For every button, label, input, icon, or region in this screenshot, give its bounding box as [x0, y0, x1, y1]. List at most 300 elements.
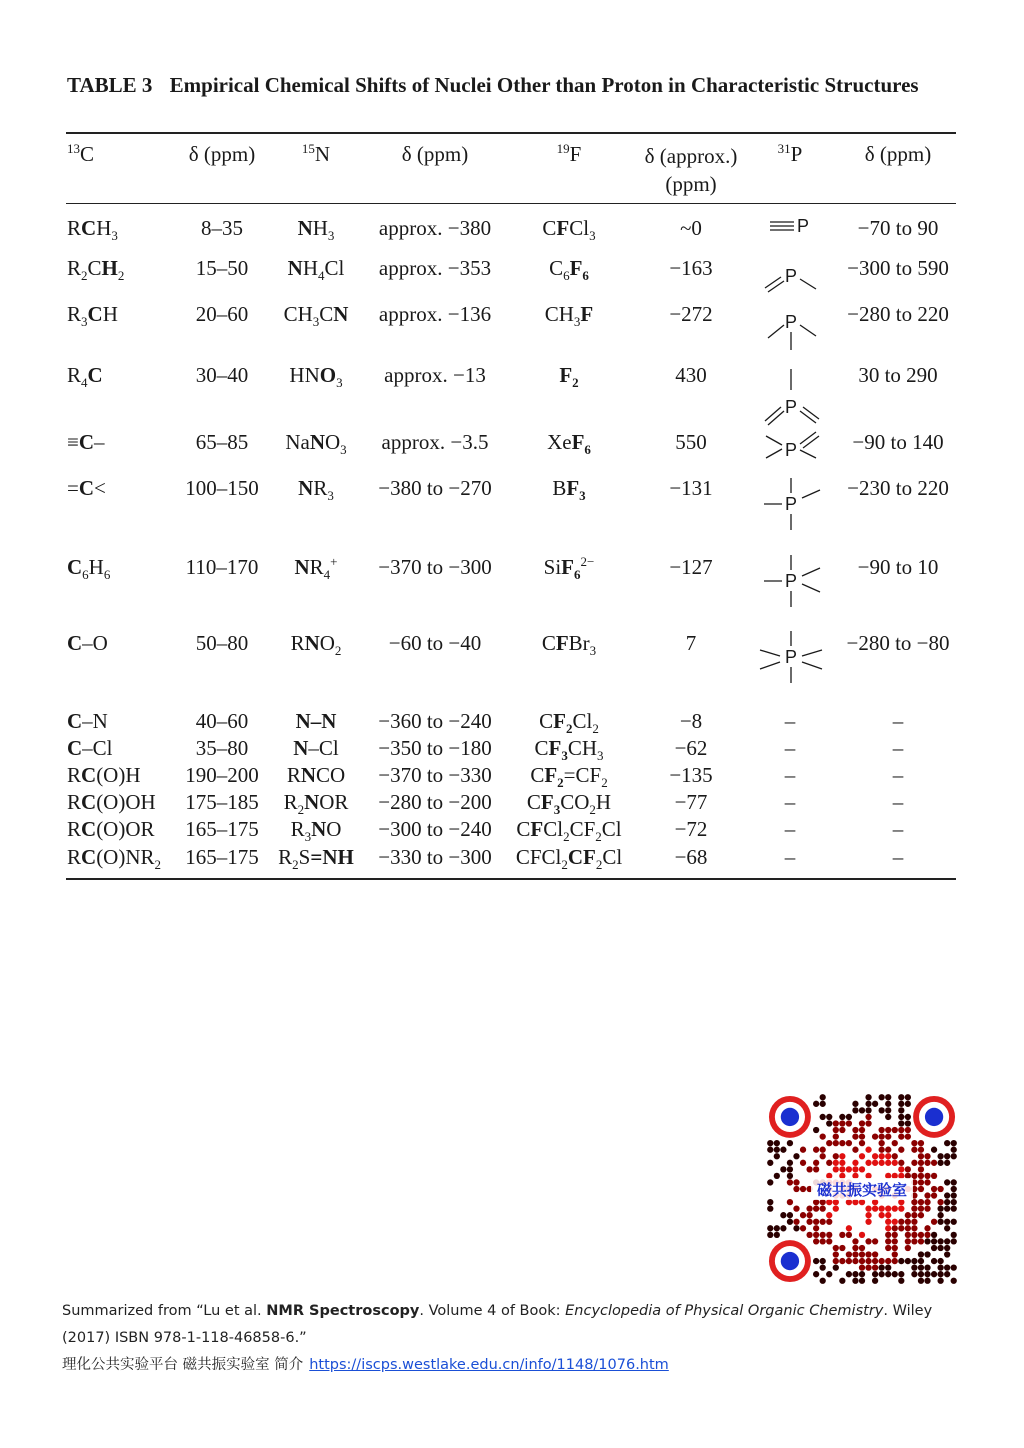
qr-module [885, 1219, 891, 1225]
qr-module [951, 1219, 957, 1225]
qr-module [918, 1212, 924, 1218]
qr-module [774, 1147, 780, 1153]
qr-module [905, 1114, 911, 1120]
qr-module [911, 1219, 917, 1225]
qr-module [852, 1251, 858, 1257]
qr-module [806, 1212, 812, 1218]
table-header-rule [66, 203, 956, 204]
nitrogen-shift: −350 to −180 [378, 736, 492, 760]
qr-module [839, 1127, 845, 1133]
qr-module [937, 1206, 943, 1212]
qr-module [905, 1127, 911, 1133]
header-f19-shift [645, 142, 738, 198]
qr-module [813, 1160, 819, 1166]
fluorine-shift: −272 [669, 302, 713, 326]
qr-module [865, 1212, 871, 1218]
qr-module [892, 1219, 898, 1225]
svg-text:P: P [785, 494, 798, 514]
qr-module [826, 1271, 832, 1277]
qr-module [865, 1147, 871, 1153]
nitrogen-compound: $NH_4Cl$ [287, 256, 345, 283]
qr-module [833, 1264, 839, 1270]
fluorine-compound: $CH_3F$ [544, 302, 594, 329]
nitrogen-compound: $R_2S=NH$ [278, 845, 354, 872]
qr-module [918, 1166, 924, 1172]
qr-module [833, 1258, 839, 1264]
qr-module [865, 1219, 871, 1225]
header-nitrogen-15: $^{15}$N [301, 141, 331, 166]
qr-module [833, 1160, 839, 1166]
qr-module [846, 1251, 852, 1257]
qr-module [911, 1232, 917, 1238]
qr-module [892, 1127, 898, 1133]
qr-module [885, 1094, 891, 1100]
qr-module [852, 1258, 858, 1264]
qr-module [918, 1238, 924, 1244]
qr-module [951, 1179, 957, 1185]
qr-module [767, 1147, 773, 1153]
carbon-shift: 65–85 [195, 430, 249, 454]
qr-module [931, 1258, 937, 1264]
qr-module [885, 1245, 891, 1251]
qr-module [872, 1271, 878, 1277]
carbon-shift: 50–80 [195, 631, 249, 655]
qr-module [859, 1140, 865, 1146]
phosphorus-shift: −280 to 220 [847, 302, 949, 326]
qr-module [852, 1101, 858, 1107]
qr-module [905, 1120, 911, 1126]
phosphorus-shift: −230 to 220 [847, 476, 949, 500]
qr-module [911, 1160, 917, 1166]
qr-module [820, 1153, 826, 1159]
qr-module [892, 1258, 898, 1264]
qr-module [924, 1173, 930, 1179]
qr-module [951, 1232, 957, 1238]
qr-module [892, 1245, 898, 1251]
qr-module [879, 1153, 885, 1159]
header-f19-shift-line: δ (approx.) [644, 144, 738, 168]
qr-module [892, 1153, 898, 1159]
qr-module [905, 1245, 911, 1251]
qr-module [924, 1232, 930, 1238]
qr-module [865, 1264, 871, 1270]
qr-module [859, 1127, 865, 1133]
qr-module [872, 1101, 878, 1107]
nitrogen-compound: $HNO_3$ [289, 363, 343, 390]
qr-module [846, 1225, 852, 1231]
qr-module [839, 1140, 845, 1146]
qr-module [859, 1258, 865, 1264]
qr-module [885, 1258, 891, 1264]
table-title: Empirical Chemical Shifts of Nuclei Other than Proton in Characteristic Structures [169, 73, 919, 97]
qr-module [918, 1271, 924, 1277]
qr-module [820, 1133, 826, 1139]
qr-module [905, 1133, 911, 1139]
qr-module [800, 1186, 806, 1192]
qr-module [944, 1206, 950, 1212]
qr-module [800, 1212, 806, 1218]
qr-module [852, 1160, 858, 1166]
qr-module [937, 1199, 943, 1205]
qr-module [846, 1120, 852, 1126]
qr-module [905, 1094, 911, 1100]
qr-module [806, 1206, 812, 1212]
qr-module [859, 1251, 865, 1257]
qr-module [859, 1245, 865, 1251]
qr-module [780, 1147, 786, 1153]
qr-module [813, 1232, 819, 1238]
header-fluorine-19: $^{19}$F [556, 141, 582, 166]
qr-module [879, 1133, 885, 1139]
qr-module [820, 1258, 826, 1264]
nitrogen-compound: N–Cl [293, 736, 339, 760]
qr-module [911, 1212, 917, 1218]
qr-module [787, 1199, 793, 1205]
fluorine-compound: $CFCl_2CF_2Cl$ [516, 817, 622, 844]
qr-module [839, 1232, 845, 1238]
carbon-shift: 30–40 [195, 363, 249, 387]
qr-module [924, 1225, 930, 1231]
qr-module [918, 1173, 924, 1179]
phosphorus-structure-empty: – [784, 817, 796, 841]
table-label: TABLE 3 [67, 73, 153, 97]
fluorine-shift: ~0 [680, 216, 702, 240]
header-phosphorus-31: $^{31}$P [777, 141, 803, 166]
carbon-shift: 20–60 [195, 302, 249, 326]
qr-module [800, 1160, 806, 1166]
qr-module [826, 1160, 832, 1166]
qr-module [865, 1238, 871, 1244]
qr-module [931, 1245, 937, 1251]
qr-module [826, 1219, 832, 1225]
qr-module [820, 1219, 826, 1225]
header-p31-shift: δ (ppm) [864, 142, 932, 166]
svg-text:P: P [785, 266, 798, 286]
qr-module [879, 1147, 885, 1153]
phosphorus-structure-empty: – [784, 790, 796, 814]
qr-module [905, 1238, 911, 1244]
qr-module [767, 1206, 773, 1212]
qr-module [852, 1271, 858, 1277]
qr-module [898, 1133, 904, 1139]
qr-module [833, 1166, 839, 1172]
qr-module [898, 1166, 904, 1172]
qr-module [951, 1153, 957, 1159]
qr-module [944, 1251, 950, 1257]
lab-intro-text: 理化公共实验平台 磁共振实验室 简介 [62, 1357, 304, 1373]
nitrogen-shift: −60 to −40 [388, 631, 482, 655]
qr-module [826, 1120, 832, 1126]
phosphorus-shift: −300 to 590 [847, 256, 949, 280]
fluorine-shift: −68 [674, 845, 708, 869]
qr-module [839, 1245, 845, 1251]
qr-module [879, 1212, 885, 1218]
qr-module [852, 1278, 858, 1284]
qr-module [780, 1166, 786, 1172]
qr-module [865, 1107, 871, 1113]
nitrogen-compound: $NR_4^+$ [294, 554, 338, 582]
qr-module [820, 1094, 826, 1100]
qr-module [951, 1140, 957, 1146]
qr-module [774, 1140, 780, 1146]
qr-module [787, 1173, 793, 1179]
qr-module [911, 1147, 917, 1153]
carbon-shift: 100–150 [185, 476, 259, 500]
qr-module [787, 1219, 793, 1225]
nitrogen-compound: RNCO [286, 763, 346, 787]
carbon-structure: C–N [67, 709, 108, 733]
qr-module [774, 1225, 780, 1231]
carbon-structure: C–O [67, 631, 108, 655]
qr-module [937, 1219, 943, 1225]
carbon-structure: RC(O)OH [67, 790, 156, 814]
qr-module [774, 1232, 780, 1238]
fluorine-compound: $CF_3CO_2H$ [526, 790, 612, 817]
qr-module [885, 1225, 891, 1231]
carbon-structure: ≡C– [67, 430, 105, 454]
nitrogen-compound: $NR_3$ [298, 476, 334, 503]
nitrogen-compound: NaNO$_3$ [285, 430, 347, 457]
qr-module [872, 1278, 878, 1284]
qr-module [820, 1232, 826, 1238]
svg-text:P: P [785, 647, 798, 667]
qr-module [826, 1212, 832, 1218]
fluorine-shift: −135 [669, 763, 713, 787]
qr-module [937, 1238, 943, 1244]
nitrogen-shift: −330 to −300 [378, 845, 492, 869]
citation-text: Summarized from “Lu et al. [62, 1303, 267, 1319]
qr-module [944, 1153, 950, 1159]
qr-module [813, 1206, 819, 1212]
qr-module [826, 1114, 832, 1120]
fluorine-compound: XeF$_6$ [547, 430, 591, 457]
qr-module [872, 1264, 878, 1270]
qr-module [885, 1147, 891, 1153]
qr-module [806, 1166, 812, 1172]
carbon-shift: 165–175 [185, 845, 259, 869]
qr-module [937, 1258, 943, 1264]
header-carbon-13: $^{13}$C [67, 141, 95, 166]
phosphorus-structure-empty: – [784, 709, 796, 733]
qr-finder-target [769, 1096, 811, 1138]
nitrogen-shift: approx. −380 [378, 216, 492, 240]
qr-module [892, 1238, 898, 1244]
qr-module [911, 1206, 917, 1212]
phosphorus-structure-empty: – [784, 845, 796, 869]
qr-module [800, 1147, 806, 1153]
qr-module [885, 1264, 891, 1270]
lab-info-link[interactable]: https://iscps.westlake.edu.cn/info/1148/1076.htm [309, 1357, 669, 1373]
qr-module [826, 1232, 832, 1238]
qr-module [820, 1278, 826, 1284]
qr-module [951, 1147, 957, 1153]
qr-module [780, 1212, 786, 1218]
qr-module [852, 1107, 858, 1113]
qr-module [865, 1206, 871, 1212]
nitrogen-compound: $RNO_2$ [290, 631, 342, 658]
phosphorus-pentavalent-p-structure [750, 547, 830, 627]
qr-module [911, 1238, 917, 1244]
qr-module [918, 1278, 924, 1284]
nitrogen-shift: −280 to −200 [378, 790, 492, 814]
qr-module [911, 1140, 917, 1146]
qr-module [885, 1107, 891, 1113]
qr-module [944, 1219, 950, 1225]
qr-module [793, 1206, 799, 1212]
nitrogen-shift: −360 to −240 [378, 709, 492, 733]
qr-module [905, 1232, 911, 1238]
qr-module [767, 1225, 773, 1231]
qr-module [872, 1258, 878, 1264]
qr-module [879, 1271, 885, 1277]
qr-module [767, 1232, 773, 1238]
qr-module [865, 1094, 871, 1100]
qr-module [898, 1219, 904, 1225]
nitrogen-shift: approx. −353 [378, 256, 492, 280]
qr-module [787, 1140, 793, 1146]
phosphorus-shift: 30 to 290 [858, 363, 938, 387]
qr-module [879, 1107, 885, 1113]
qr-module [905, 1219, 911, 1225]
qr-module [951, 1199, 957, 1205]
nitrogen-shift: approx. −13 [384, 363, 486, 387]
qr-module [879, 1094, 885, 1100]
qr-module [767, 1179, 773, 1185]
qr-module [918, 1140, 924, 1146]
nitrogen-shift: approx. −3.5 [381, 430, 489, 454]
carbon-structure: =C< [67, 476, 106, 500]
qr-module [944, 1199, 950, 1205]
qr-module [898, 1120, 904, 1126]
qr-module [924, 1251, 930, 1257]
qr-module [918, 1199, 924, 1205]
qr-module [944, 1271, 950, 1277]
qr-module [944, 1192, 950, 1198]
qr-code[interactable] [767, 1094, 957, 1289]
phosphorus-shift: – [892, 736, 904, 760]
qr-module [793, 1179, 799, 1185]
qr-module [787, 1179, 793, 1185]
qr-module [852, 1238, 858, 1244]
qr-module [865, 1160, 871, 1166]
qr-module [924, 1271, 930, 1277]
qr-module [931, 1271, 937, 1277]
qr-module [839, 1160, 845, 1166]
fluorine-compound: CFCl$_3$ [542, 216, 596, 243]
qr-module [951, 1264, 957, 1270]
qr-module [833, 1153, 839, 1159]
qr-module [898, 1271, 904, 1277]
qr-module [806, 1219, 812, 1225]
qr-module [944, 1264, 950, 1270]
phosphorus-shift: – [892, 845, 904, 869]
carbon-shift: 15–50 [195, 256, 249, 280]
qr-module [898, 1278, 904, 1284]
carbon-structure: RC(O)OR [67, 817, 155, 841]
qr-module [898, 1107, 904, 1113]
fluorine-shift: −127 [669, 555, 713, 579]
qr-module [931, 1232, 937, 1238]
qr-module [918, 1251, 924, 1257]
carbon-structure: $RCH_3$ [67, 216, 118, 243]
qr-module [905, 1212, 911, 1218]
citation-publisher: . Wiley [883, 1303, 933, 1319]
qr-module [826, 1140, 832, 1146]
qr-module [931, 1192, 937, 1198]
phosphorus-shift: −280 to −80 [846, 631, 950, 655]
qr-module [905, 1166, 911, 1172]
qr-module [918, 1160, 924, 1166]
qr-module [924, 1238, 930, 1244]
carbon-shift: 190–200 [185, 763, 259, 787]
qr-module [852, 1166, 858, 1172]
svg-text:P: P [785, 397, 798, 417]
qr-module [793, 1186, 799, 1192]
phosphorus-shift: −90 to 140 [852, 430, 944, 454]
qr-module [951, 1238, 957, 1244]
qr-module [846, 1166, 852, 1172]
qr-module [872, 1133, 878, 1139]
qr-module [879, 1258, 885, 1264]
header-f19-shift-line: (ppm) [665, 172, 717, 196]
qr-module [924, 1206, 930, 1212]
carbon-structure: $R_4C$ [67, 363, 103, 390]
qr-module [833, 1251, 839, 1257]
qr-module [767, 1160, 773, 1166]
qr-module [924, 1160, 930, 1166]
fluorine-shift: −163 [669, 256, 713, 280]
carbon-shift: 8–35 [201, 216, 243, 240]
fluorine-compound: $F_2$ [559, 363, 579, 390]
qr-module [793, 1153, 799, 1159]
qr-module [846, 1232, 852, 1238]
qr-module [918, 1153, 924, 1159]
qr-module [951, 1192, 957, 1198]
qr-module [865, 1251, 871, 1257]
header-n15-shift: δ (ppm) [401, 142, 469, 166]
qr-module [898, 1258, 904, 1264]
fluorine-compound: $CFCl_2CF_2Cl$ [515, 845, 623, 872]
carbon-structure: C–Cl [67, 736, 113, 760]
qr-module [905, 1258, 911, 1264]
carbon-structure: RC(O)H [67, 763, 141, 787]
qr-module [833, 1206, 839, 1212]
footer [62, 1298, 972, 1379]
carbon-structure: $C_6H_6$ [67, 555, 111, 582]
qr-module [813, 1271, 819, 1277]
qr-module [918, 1232, 924, 1238]
qr-module [839, 1166, 845, 1172]
fluorine-shift: 7 [685, 631, 697, 655]
qr-module [852, 1127, 858, 1133]
qr-module [951, 1278, 957, 1284]
qr-module [892, 1232, 898, 1238]
qr-module [813, 1238, 819, 1244]
qr-module [885, 1206, 891, 1212]
qr-module [918, 1258, 924, 1264]
qr-module [918, 1264, 924, 1270]
qr-module [859, 1271, 865, 1277]
qr-module [839, 1114, 845, 1120]
carbon-shift: 175–185 [185, 790, 259, 814]
qr-module [774, 1153, 780, 1159]
qr-module [787, 1166, 793, 1172]
qr-module [859, 1232, 865, 1238]
qr-module [937, 1271, 943, 1277]
fluorine-shift: −77 [674, 790, 708, 814]
qr-module [951, 1206, 957, 1212]
qr-module [924, 1153, 930, 1159]
